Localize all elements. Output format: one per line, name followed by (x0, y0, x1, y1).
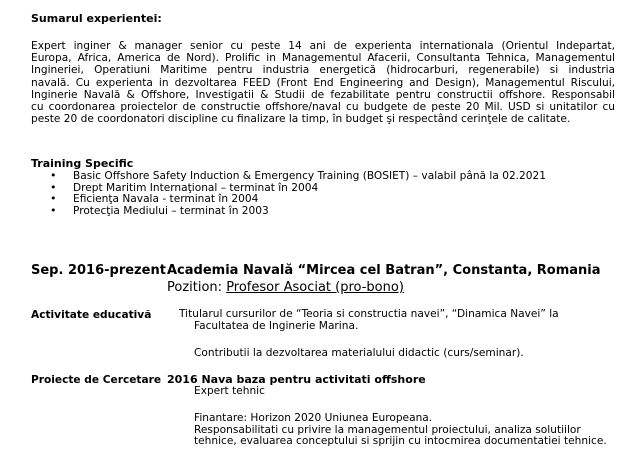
educational-description (179, 309, 559, 332)
experience-date: Sep. 2016-prezent (31, 263, 166, 278)
research-funding: Finantare: Horizon 2020 Uniunea Europeana. (194, 412, 433, 424)
training-item: Protecţia Mediului – terminat în 2003 (73, 204, 269, 217)
research-project-title: 2016 Nava baza pentru activitati offshore (167, 373, 426, 386)
training-item: Basic Offshore Safety Induction & Emergency Training (BOSIET) – valabil până la 02.2021 (73, 170, 547, 182)
educational-label: Activitate educativă (31, 309, 152, 321)
educational-line: Facultatea de Inginerie Marina. (194, 319, 359, 332)
list-item (50, 203, 546, 218)
summary-line: peste 20 de coordonatori discipline cu finalizare la timp, în budget şi respectând cerinţele de calitate. (31, 113, 571, 126)
training-item: Eficienţa Navala - terminat în 2004 (73, 193, 259, 205)
research-responsibility-line: tehnice, evaluarea conceptului si sprijin cu intocmirea documentatiei tehnice. (194, 435, 607, 447)
research-details (194, 413, 607, 448)
position-label: Pozition: (167, 280, 227, 295)
summary-line: Europa, Africa, America de Nord). Prolific in Managementul Afacerii, Consultanta Tehnica, Managementul (31, 52, 615, 65)
experience-organization: Academia Navală “Mircea cel Batran”, Constanta, Romania (167, 263, 601, 278)
training-item: Drept Maritim Internaţional – terminat în 2004 (73, 181, 319, 194)
summary-line: Expert inginer & manager senior cu peste 14 ani de experienta internationala (Orientul Indepartat, (31, 40, 615, 52)
research-label: Proiecte de Cercetare (31, 374, 162, 386)
educational-contribution: Contributii la dezvoltarea materialului didactic (curs/seminar). (194, 347, 524, 359)
training-list (50, 171, 546, 217)
bullet-icon: • (50, 203, 57, 217)
training-heading: Training Specific (31, 157, 134, 170)
research-block (167, 374, 426, 397)
summary-line: Inginerie Navală & Offshore, Investigatii & Studii de fezabilitate pentru constructii offshore. Responsabil (31, 88, 615, 101)
research-responsibility-line: Responsabilitati cu privire la managementul proiectului, analiza solutiilor (194, 423, 581, 436)
summary-line: Ingineriei, Operatiuni Maritime pentru industria energetică (hidrocarburi, regenerabile) si industria (31, 64, 615, 77)
bullet-icon: • (50, 192, 57, 205)
summary-line: navală. Cu experienta in dezvoltarea FEED (Front End Engineering and Design), Managementul Riscului, (31, 76, 615, 89)
educational-line: Titularul cursurilor de “Teoria si constructia navei”, “Dinamica Navei” la (179, 308, 559, 320)
research-role: Expert tehnic (194, 384, 265, 397)
summary-paragraph (31, 40, 615, 125)
bullet-icon: • (50, 169, 57, 182)
position-line (167, 280, 404, 295)
summary-line: cu coordonarea proiectelor de constructie offshore/naval cu budgete de peste 20 Mil. USD si unitatilor cu (31, 101, 615, 114)
summary-heading: Sumarul experientei: (31, 12, 162, 25)
position-value: Profesor Asociat (pro-bono) (226, 280, 404, 295)
bullet-icon: • (50, 180, 57, 194)
